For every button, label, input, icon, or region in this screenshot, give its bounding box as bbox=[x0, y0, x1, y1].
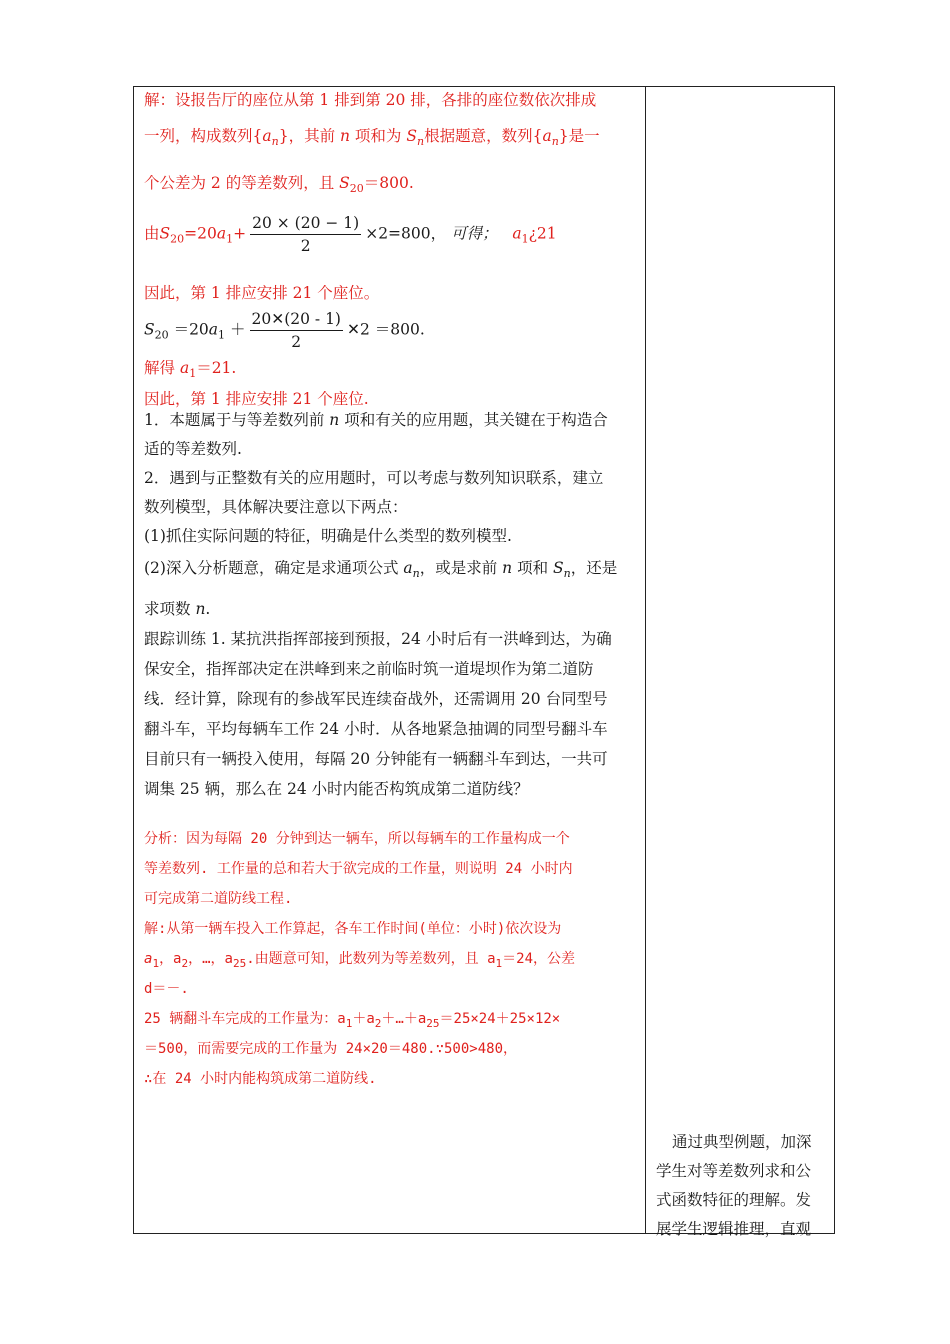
exercise-line-1: 跟踪训练 1. 某抗洪指挥部接到预报，24 小时后有一洪峰到达，为确 bbox=[144, 630, 612, 648]
equation-2: $S_{20} =20a_1$ ＋ $\frac{20✕(20 - 1)}{2}$ ✕2 ＝800. bbox=[144, 310, 425, 351]
note-2b: 数列模型，具体解决要注意以下两点： bbox=[144, 498, 408, 516]
note-1b: 适的等差数列. bbox=[144, 440, 242, 458]
exercise-line-2: 保安全，指挥部决定在洪峰到来之前临时筑一道堤坝作为第二道防 bbox=[144, 660, 594, 678]
answer-line-3: d＝－. bbox=[144, 981, 189, 997]
design-note-line-1: 通过典型例题，加深 bbox=[672, 1133, 812, 1151]
design-note-line-4: 展学生逻辑推理，直观 bbox=[656, 1220, 812, 1238]
analysis-line-3: 可完成第二道防线工程. bbox=[144, 891, 293, 907]
solution-line-8: 因此，第 1 排应安排 21 个座位. bbox=[144, 390, 369, 408]
note-5: 求项数 n. bbox=[144, 600, 211, 618]
equation-1: 由$S_{20}=20a_1+$ $\frac{20 \times (20 - 1)}{2}$ ×2=800， 可得； $a_1¿21$ bbox=[144, 214, 557, 255]
exercise-line-6: 调集 25 辆，那么在 24 小时内能否构筑成第二道防线？ bbox=[144, 780, 529, 798]
answer-line-2: $a_1$，$a_2$，…，$a_{25}$.由题意可知，此数列为等差数列，且 $a_1=24$，公差 bbox=[144, 951, 576, 970]
note-4: (2)深入分析题意，确定是求通项公式 $a_n$，或是求前 n 项和 $S_n$，还是 bbox=[144, 559, 618, 580]
exercise-line-5: 目前只有一辆投入使用，每隔 20 分钟能有一辆翻斗车到达，一共可 bbox=[144, 750, 608, 768]
solution-line-3: 个公差为 2 的等差数列，且 $S_{20}=800$. bbox=[144, 174, 414, 195]
solution-line-5: 因此，第 1 排应安排 21 个座位。 bbox=[144, 284, 380, 302]
answer-line-1: 解:从第一辆车投入工作算起，各车工作时间(单位：小时)依次设为 bbox=[144, 921, 562, 937]
solution-line-1: 解：设报告厅的座位从第 1 排到第 20 排，各排的座位数依次排成 bbox=[144, 91, 597, 109]
exercise-line-3: 线．经计算，除现有的参战军民连续奋战外，还需调用 20 台同型号 bbox=[144, 690, 608, 708]
solution-line-7: 解得 $a_1=21$. bbox=[144, 359, 237, 380]
note-3: (1)抓住实际问题的特征，明确是什么类型的数列模型. bbox=[144, 527, 512, 545]
note-2a: 2．遇到与正整数有关的应用题时，可以考虑与数列知识联系，建立 bbox=[144, 469, 604, 487]
fraction-2: $\frac{20✕(20 - 1)}{2}$ bbox=[251, 310, 341, 351]
design-note-line-2: 学生对等差数列求和公 bbox=[656, 1162, 812, 1180]
fraction-1: $\frac{20 \times (20 - 1)}{2}$ bbox=[252, 214, 360, 255]
answer-line-5: ＝500，而需要完成的工作量为 24×20＝480.∵500>480， bbox=[144, 1041, 518, 1057]
exercise-line-4: 翻斗车，平均每辆车工作 24 小时．从各地紧急抽调的同型号翻斗车 bbox=[144, 720, 608, 738]
answer-line-6: ∴在 24 小时内能构筑成第二道防线. bbox=[144, 1071, 377, 1087]
analysis-line-1: 分析：因为每隔 20 分钟到达一辆车，所以每辆车的工作量构成一个 bbox=[144, 831, 570, 847]
note-1a: 1．本题属于与等差数列前 n 项和有关的应用题，其关键在于构造合 bbox=[144, 411, 608, 429]
design-note-line-3: 式函数特征的理解。发 bbox=[656, 1191, 812, 1209]
answer-line-4: 25 辆翻斗车完成的工作量为：$a_1+a_2+\dots+a_{25}=25\times 24+25\times 12\times$ bbox=[144, 1011, 561, 1030]
column-divider bbox=[645, 86, 646, 1234]
analysis-line-2: 等差数列. 工作量的总和若大于欲完成的工作量，则说明 24 小时内 bbox=[144, 861, 573, 877]
solution-line-2: 一列，构成数列$\{a_n\}$，其前 n 项和为 $S_n$根据题意，数列$\{a_n\}$是一 bbox=[144, 127, 600, 148]
